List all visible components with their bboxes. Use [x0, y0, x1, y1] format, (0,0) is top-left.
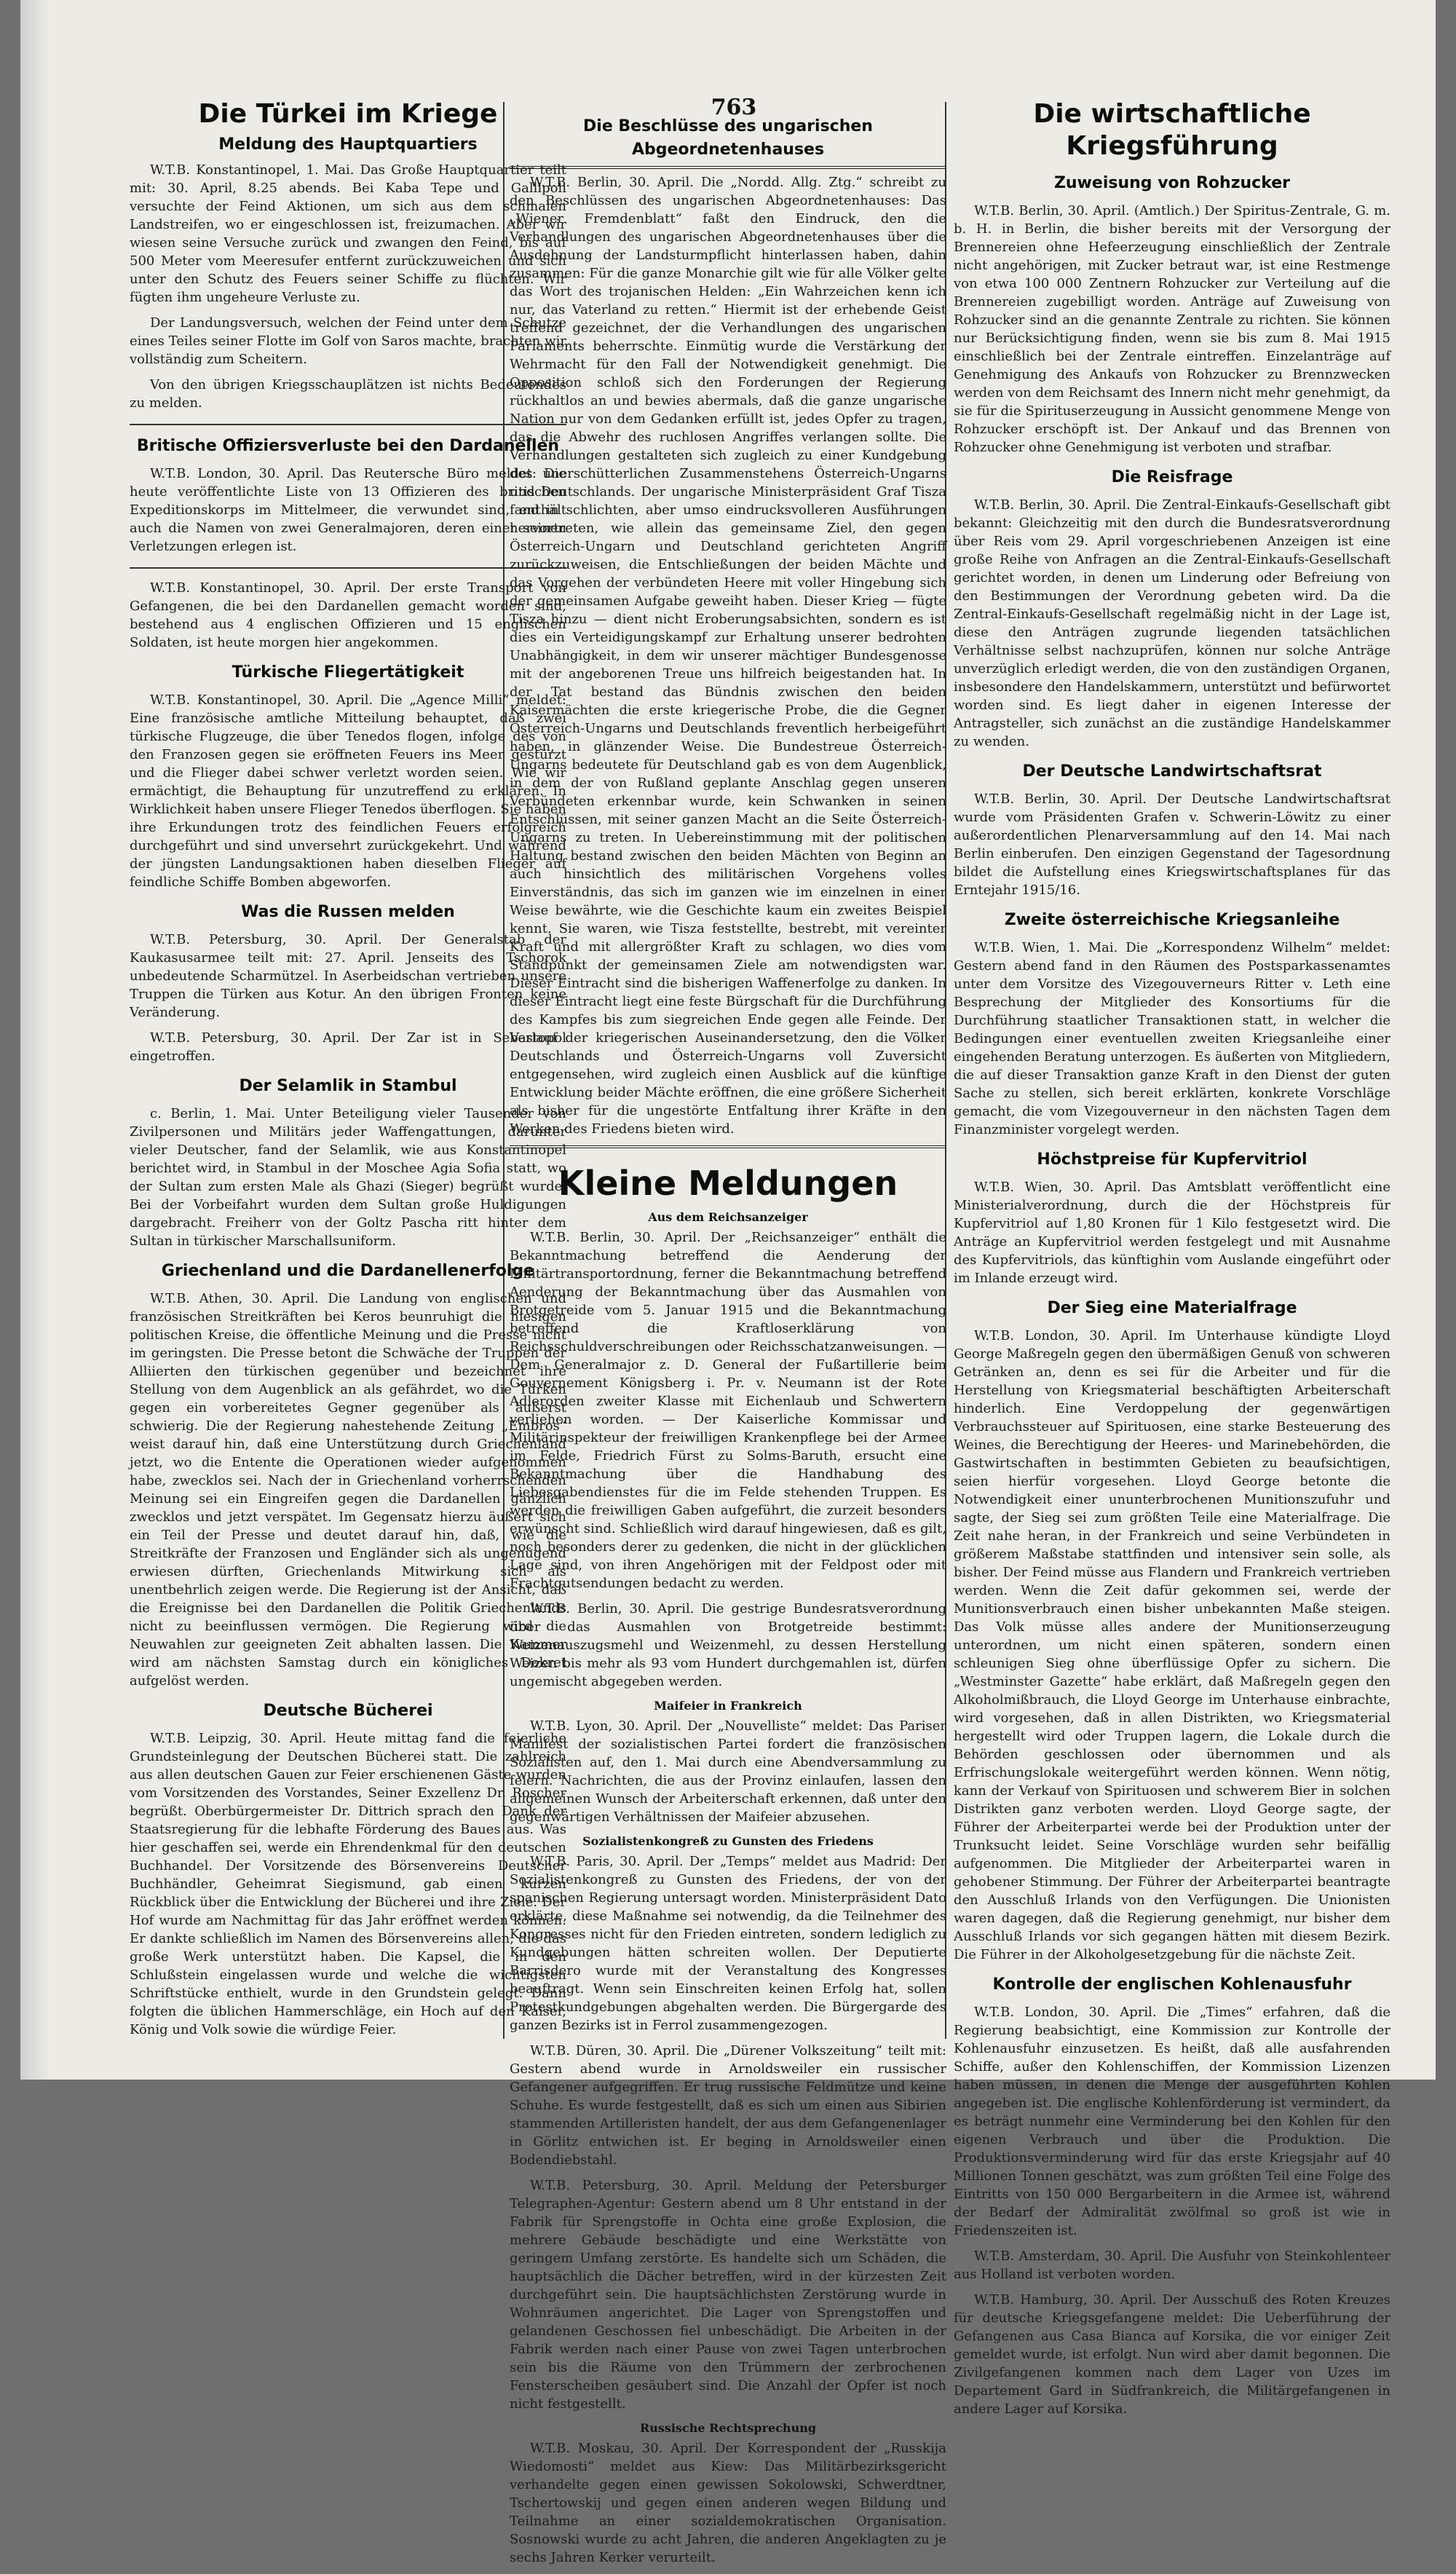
paragraph: W.T.B. London, 30. April. Im Unterhause kündigte Lloyd George Maßregeln gegen den übermäßigen Genuß von schweren Getränken an, denn es sei für die Arbeiter und für die Herstellung von Kriegsmaterial beschäftigten Arbeiterschaft hinderlich. Eine Verdoppelung der gegenwärtigen Verbrauchssteuer auf Spirituosen, eine starke Besteuerung des Weines, die Berechtigung der Heeres- und Marinebehörden, die Gastwirtschaften in bestimmten Gebieten zu beaufsichtigen, seien hierfür vorgesehen. Lloyd George betonte die Notwendigkeit einer ununterbrochenen Munitionszufuhr und sagte, der Sieg sei zum größten Teile eine Materialfrage. Die Zeit nahe heran, in der Frankreich und seine Verbündeten in größerem Maßstabe stattfinden und intensiver sein solle, als bisher. Der Feind müsse aus Flandern und Frankreich vertrieben werden. Wenn die Zeit dafür gekommen sei, werde der Munitionsverbrauch einen bisher unbekannten Maße steigen. Das Volk müsse alles andere der Munitionserzeugung unterordnen, um nicht einen späteren, sondern einen schleunigen Sieg ohne überflüssige Opfer zu sichern. Die „Westminster Gazette“ habe erklärt, daß Maßregeln gegen den Alkoholmißbrauch, die Lloyd George im Unterhause einbrachte, wird vorgesehen, daß in allen Distrikten, wo Kriegsmaterial hergestellt wird oder Truppen lagern, die Lokale durch die Behörden geschlossen oder übernommen und als Erfrischungslokale weitergeführt werden können. Wenn nötig, kann der Verkauf von Spirituosen und schwerem Bier in solchen Distrikten ganz verboten werden. Lloyd George sagte, der Führer der Arbeiterpartei werde bei der Produktion unter der Trunksucht leidet. Seine Vorschläge wurden sehr beifällig aufgenommen. Die Mitglieder der Arbeiterpartei waren in gehobener Stimmung. Der Führer der Arbeiterpartei beantragte den Ausschluß Irlands von den Verfügungen. Die Unionisten waren dagegen, daß die Regierung genehmigt, nur bisher dem Ausschluß Irlands vor sich gegangen hätten mit diesem Bezirk. Die Führer in der Alkoholgesetzgebung für die nächste Zeit.: [954, 1328, 1390, 1962]
separator: [130, 567, 566, 569]
article-title-ungarn: Die Beschlüsse des ungarischen Abgeordnetenhauses: [583, 117, 873, 159]
subheading: Maifeier in Frankreich: [654, 1699, 802, 1713]
paragraph: W.T.B. Leipzig, 30. April. Heute mittag fand die feierliche Grundsteinlegung der Deutschen Bücherei statt. Die zahlreich aus allen deutschen Gauen zur Feier erschienenen Gäste wurden vom Vorsitzenden des Vorstandes, Seiner Exzellenz Dr. Roscher begrüßt. Oberbürgermeister Dr. Dittrich sprach den Dank der Staatsregierung für die lebhafte Förderung des Baues aus. Was hier geschaffen sei, werde ein Ehrendenkmal für den deutschen Buchhandel. Der Vorsitzende des Börsenvereins Deutscher Buchhändler, Geheimrat Siegismund, gab einen kurzen Rückblick über die Entwicklung der Bücherei und ihre Ziele. Der Hof wurde am Nachmittag für das Jahr eröffnet werden können. Er dankte schließlich im Namen des Börsenvereins allen, die das große Werk unterstützt haben. Die Kapsel, die in den Schlußstein eingelassen wurde und welche die wichtigsten Schriftstücke enthielt, wurde in den Grundstein gelegt. Dann folgten die üblichen Hammerschläge, ein Hoch auf den Kaiser, König und Volk sowie die würdige Feier.: [130, 1731, 566, 2037]
paragraph: W.T.B. Lyon, 30. April. Der „Nouvelliste“ meldet: Das Pariser Manifest der sozialistischen Partei fordert die französischen Sozialisten auf, den 1. Mai durch eine Abendversammlung zu feiern. Nachrichten, die aus der Provinz einlaufen, lassen den allgemeinen Wunsch der Arbeiterschaft erkennen, daß unter den gegenwärtigen Verhältnissen der Maifeier abzusehen.: [510, 1718, 946, 1825]
section-heading: Deutsche Bücherei: [263, 1702, 433, 1720]
paragraph: W.T.B. Berlin, 30. April. Der „Reichsanzeiger“ enthält die Bekanntmachung betreffend die Aenderung der Militärtransportordnung, ferner die Bekanntmachung betreffend Aenderung der Bekanntmachung über das Ausmahlen von Brotgetreide vom 5. Januar 1915 und die Bekanntmachung betreffend die Kraftloserklärung von Reichsschuldverschreibungen oder Reichsschatzanweisungen. — Dem Generalmajor z. D. General der Fußartillerie beim Gouvernement Königsberg i. Pr. v. Neumann ist der Rote Adlerorden zweiter Klasse mit Eichenlaub und Schwertern verliehen worden. — Der Kaiserliche Kommissar und Militärinspekteur der freiwilligen Krankenpflege bei der Armee im Felde, Friedrich Fürst zu Solms-Baruth, ersucht eine Bekanntmachung über die Handhabung des Liebesgabendienstes für die im Felde stehenden Truppen. Es werden die freiwilligen Gaben aufgeführt, die zurzeit besonders erwünscht sind. Schließlich wird darauf hingewiesen, daß es gilt, noch besonders derer zu gedenken, die nicht in der glücklichen Lage sind, von ihren Angehörigen mit der Feldpost oder mit Frachtgutsendungen bedacht zu werden.: [510, 1230, 946, 1591]
subheading: Aus dem Reichsanzeiger: [648, 1210, 808, 1224]
paragraph: W.T.B. Petersburg, 30. April. Der Zar ist in Sebastopol eingetroffen.: [130, 1030, 566, 1064]
section-heading: Der Sieg eine Materialfrage: [1047, 1299, 1297, 1317]
paragraph: W.T.B. Konstantinopel, 30. April. Die „Agence Milli“ meldet: Eine französische amtliche Mitteilung behauptet, daß zwei türkische Flugzeuge, die über Tenedos flogen, infolge des von den Franzosen gegen sie eröffneten Feuers ins Meer gestürzt und die Flieger dabei schwer verletzt worden seien. Wie wir ermächtigt, die Behauptung für unzutreffend zu erklären. In Wirklichkeit haben unsere Flieger Tenedos überflogen. Sie haben ihre Erkundungen trotz des feindlichen Feuers erfolgreich durchgeführt und sind unversehrt zurückgekehrt. Und während der jüngsten Landungsaktionen haben dieselben Flieger auf feindliche Schiffe Bomben abgeworfen.: [130, 692, 566, 890]
section-heading: Der Selamlik in Stambul: [239, 1077, 457, 1095]
section-heading: Der Deutsche Landwirtschaftsrat: [1022, 762, 1322, 781]
subheading: Sozialistenkongreß zu Gunsten des Friedens: [582, 1834, 874, 1848]
paragraph: W.T.B. Berlin, 30. April. Der Deutsche Landwirtschaftsrat wurde vom Präsidenten Grafen v. Schwerin-Löwitz zu einer außerordentlichen Plenarversammlung auf den 14. Mai nach Berlin einberufen. Den einzigen Gegenstand der Tagesordnung bildet die Aufstellung eines Kriegswirtschaftsplanes für das Erntejahr 1915/16.: [954, 791, 1390, 898]
paragraph: W.T.B. Konstantinopel, 30. April. Der erste Transport von Gefangenen, die bei den Dardanellen gemacht worden sind, bestehend aus 4 englischen Offizieren und 15 englischen Soldaten, ist heute morgen hier angekommen.: [130, 580, 566, 650]
paragraph: W.T.B. London, 30. April. Die „Times“ erfahren, daß die Regierung beabsichtigt, eine Kommission zur Kontrolle der Kohlenausfuhr einzusetzen. Es heißt, daß alle ausfahrenden Schiffe, außer den Kohlenschiffen, der Kommission Lizenzen haben müssen, in denen die Menge der ausgeführten Kohlen angegeben ist. Die englische Kohlenförderung ist vermindert, da es beträgt nunmehr eine Verminderung bei den Kohlen für den eigenen Verbrauch und über die Produktion. Die Produktionsverminderung wird für das erste Kriegsjahr auf 40 Millionen Tonnen geschätzt, was zum größten Teil eine Folge des Eintritts von 150 000 Bergarbeitern in die Armee ist, während der Bedarf der Admiralität zwölfmal so groß ist wie in Friedenszeiten ist.: [954, 2005, 1390, 2238]
paragraph: Der Landungsversuch, welchen der Feind unter dem Schutze eines Teiles seiner Flotte im Golf von Saros machte, brachten wir vollständig zum Scheitern.: [130, 315, 566, 367]
paragraph: W.T.B. Hamburg, 30. April. Der Ausschuß des Roten Kreuzes für deutsche Kriegsgefangene meldet: Die Ueberführung der Gefangenen aus Casa Bianca auf Korsika, die vor einiger Zeit gemeldet wurde, ist erfolgt. Nun wird aber damit begonnen. Die Zivilgefangenen kommen nach dem Lager von Uzes im Departement Gard in Südfrankreich, die Militärgefangenen in andere Lager auf Korsika.: [954, 2292, 1390, 2417]
paragraph: W.T.B. Berlin, 30. April. Die „Nordd. Allg. Ztg.“ schreibt zu den Beschlüssen des ungarischen Abgeordnetenhauses: Das „Wiener Fremdenblatt“ faßt den Eindruck, den die Verhandlungen des ungarischen Abgeordnetenhauses über die Ausdehnung der Landsturmpflicht hinterlassen haben, dahin zusammen: Für die ganze Monarchie gilt wie für alle Völker gelte das Wort des trojanischen Helden: „Ein Wahrzeichen kenn ich nur, das Vaterland zu retten.“ Hiermit ist der erhebende Geist treffend gezeichnet, der die Verhandlungen des ungarischen Parlaments beherrschte. Einmütig wurde die Verstärkung der Wehrmacht für den Fall der Notwendigkeit genehmigt. Die Opposition schloß sich den Forderungen der Regierung rückhaltlos an und bewies abermals, daß die ganze ungarische Nation nur von dem Gedanken erfüllt ist, jedes Opfer zu tragen, das die Abwehr des ruchlosen Angriffes verlangen sollte. Die Verhandlungen gestalteten sich zugleich zu einer Kundgebung des unerschütterlichen Zusammenstehens Österreich-Ungarns und Deutschlands. Der ungarische Ministerpräsident Graf Tisza fand in schlichten, aber umso eindrucksvolleren Ausführungen hervortreten, wie allein das gemeinsame Ziel, den gegen Österreich-Ungarn und Deutschland gerichteten Angriff zurückzuweisen, die Entschließungen der beiden Mächte und das Vorgehen der verbündeten Heere mit voller Hingebung sich der gemeinsamen Aufgabe geweiht haben. Dieser Krieg — fügte Tisza hinzu — dient nicht Eroberungsabsichten, sondern es ist dies ein Verteidigungskampf zur Erhaltung unserer bedrohten Unabhängigkeit, in dem wir unserer mächtiger Bundesgenosse mit der angeborenen Treue uns hilfreich beigestanden hat. In der Tat bestand das Bündnis zwischen den beiden Kaisermächten die erste kriegerische Probe, die die Gegner Österreich-Ungarns und Deutschlands freventlich herbeigeführt haben, in glänzender Weise. Die Bundestreue Österreich-Ungarns bedeutete für Deutschland gab es von dem Augenblick, in dem der von Rußland geplante Anschlag gegen unseren Verbündeten erkennbar wurde, kein Schwanken in seinen Entschlüssen, mit seiner ganzen Macht an die Seite Österreich-Ungarns zu treten. In Uebereinstimmung mit der politischen Haltung bestand zwischen den beiden Mächten von Beginn an auch hinsichtlich des militärischen Vorgehens volles Einverständnis, das sich im ganzen wie im einzelnen in einer Weise bewährte, wie die Geschichte kaum ein zweites Beispiel kennt. Sie waren, wie Tisza feststellte, bestrebt, mit vereinter Kraft und mit allergrößter Kraft zu schlagen, wo dies vom Standpunkt der gemeinsamen Ziele am notwendigsten war. Dieser Eintracht sind die bisherigen Waffenerfolge zu danken. In dieser Eintracht liegt eine feste Bürgschaft für die Durchführung des Kampfes bis zum siegreichen Ende gegen alle Feinde. Der Verlauf der kriegerischen Auseinandersetzung, den die Völker Deutschlands und Österreich-Ungarns voll Zuversicht entgegensehen, wird zugleich einen Ausblick auf die künftige Entwicklung beider Mächte eröffnen, die eine größere Sicherheit als bisher für die ungestörte Entfaltung ihrer Kräfte in den Werken des Friedens bieten wird.: [510, 175, 946, 1137]
section-heading: Britische Offiziersverluste bei den Dardanellen: [136, 437, 560, 455]
section-heading: Türkische Fliegertätigkeit: [232, 663, 464, 682]
paragraph: W.T.B. London, 30. April. Das Reutersche Büro meldet: Die heute veröffentlichte Liste von 13 Offizieren des britischen Expeditionskorps im Mittelmeer, die verwundet sind, enthält auch die Namen von zwei Generalmajoren, deren einer seinen Verletzungen erlegen ist.: [130, 466, 566, 554]
newspaper-page: [20, 0, 1436, 2565]
separator: [130, 424, 566, 425]
section-heading: Die Reisfrage: [1111, 468, 1233, 486]
article-title-tuerkei: Die Türkei im Kriege: [198, 99, 498, 129]
column-1: [130, 98, 566, 2046]
article-title-kleine-meldungen: Kleine Meldungen: [558, 1164, 898, 1203]
paragraph: W.T.B. Konstantinopel, 1. Mai. Das Große Hauptquartier teilt mit: 30. April, 8.25 abends. Bei Kaba Tepe und Gallipoli versuchte der Feind Aktionen, um sich aus dem schmalen Landstreifen, wo er eingeschlossen ist, freizumachen. Aber wir wiesen seine Versuche zurück und zwangen den Feind, bis auf 500 Meter vom Meeresufer entfernt zurückzuweichen und sich unter den Schutz des Feuers seiner Schiffe zu flüchten. Wir fügten ihm ungeheure Verluste zu.: [130, 162, 566, 305]
paragraph: c. Berlin, 1. Mai. Unter Beteiligung vieler Tausender von Zivilpersonen und Militärs jeder Waffengattungen, darunter vieler Deutscher, fand der Selamlik, wie aus Konstantinopel berichtet wird, in Stambul in der Moschee Agia Sofia statt, wo der Sultan zum ersten Male als Ghazi (Sieger) begrüßt wurde. Bei der Vorbeifahrt wurden dem Sultan große Huldigungen dargebracht. Freiherr von der Goltz Pascha ritt hinter dem Sultan in türkischer Marschallsuniform.: [130, 1106, 566, 1249]
page-edge: [20, 0, 50, 2080]
column-3: [954, 98, 1390, 2425]
section-heading: Zuweisung von Rohzucker: [1053, 174, 1291, 192]
separator: [510, 1145, 946, 1148]
paragraph: W.T.B. Wien, 1. Mai. Die „Korrespondenz Wilhelm“ meldet: Gestern abend fand in den Räumen des Postsparkassenamtes unter dem Vorsitze des Vizegouverneurs Ritter v. Leth eine Besprechung der Mitglieder des Konsortiums für die Durchführung staatlicher Transaktionen statt, in welcher die Bedingungen einer eventuellen zweiten Kriegsanleihe einer eingehenden Beratung unterzogen. Es äußerten von Mitgliedern, die auf dieser Transaktion ganze Kraft in den Dienst der guten Sache zu stellen, sich bereit erklärten, konkrete Vorschläge gemacht, die vom Vizegouverneur in den nächsten Tagen dem Finanzminister vorgelegt werden.: [954, 940, 1390, 1137]
paragraph: W.T.B. Moskau, 30. April. Der Korrespondent der „Russkija Wiedomosti“ meldet aus Kiew: Das Militärbezirksgericht verhandelte gegen einen gewissen Sokolowski, Schwerdtner, Tschertowskij und gegen einen anderen wegen Bildung und Teilnahme an einer sozialdemokratischen Organisation. Sosnowski wurde zu acht Jahren, die anderen Angeklagten zu je sechs Jahren Kerker verurteilt.: [510, 2441, 946, 2565]
paragraph: W.T.B. Petersburg, 30. April. Meldung der Petersburger Telegraphen-Agentur: Gestern abend um 8 Uhr entstand in der Fabrik für Sprengstoffe in Ochta eine große Explosion, die mehrere Gebäude beschädigte und eine Werkstätte von geringem Umfang zerstörte. Es handelte sich um Schäden, die hauptsächlich die Dächer betreffen, wird in der kürzesten Zeit durchgeführt sein. Die hauptsächlichsten Zerstörung wurde in Wohnräumen angerichtet. Die Lager von Sprengstoffen und gelandenen Geschossen fiel unbeschädigt. Die Arbeiten in der Fabrik werden nach einer Pause von zwei Tagen unterbrochen sein bis die Räume von den Trümmern der zerbrochenen Fensterscheiben gesäubert sind. Die Anzahl der Opfer ist noch nicht festgestellt.: [510, 2178, 946, 2412]
article-title-kriegsfuehrung: Die wirtschaftliche Kriegsführung: [1033, 99, 1311, 161]
section-heading: Griechenland und die Dardanellenerfolge: [161, 1262, 535, 1280]
page-number: 763: [711, 95, 757, 120]
section-heading: Kontrolle der englischen Kohlenausfuhr: [992, 1975, 1352, 1994]
paragraph: W.T.B. Düren, 30. April. Die „Dürener Volkszeitung“ teilt mit: Gestern abend wurde in Arnoldsweiler ein russischer Gefangener aufgegriffen. Er trug russische Feldmütze und keine Schuhe. Es wurde festgestellt, daß es sich um einen aus Sibirien stammenden Artilleristen handelt, der aus dem Gefangenenlager in Görlitz entwichen ist. Er beging in Arnoldsweiler einen Bodendiebstahl.: [510, 2043, 946, 2168]
paragraph: W.T.B. Paris, 30. April. Der „Temps“ meldet aus Madrid: Der Sozialistenkongreß zu Gunsten des Friedens, der von der spanischen Regierung untersagt worden. Ministerpräsident Dato erklärte, diese Maßnahme sei notwendig, da die Teilnehmer des Kongresses nicht für den Frieden eintreten, sondern lediglich zu Kundgebungen hätten schreiten wollen. Der Deputierte Barrisdero wurde mit der Veranstaltung des Kongresses beauftragt. Wenn sein Einschreiten keinen Erfolg hat, sollen Protestkundgebungen abgehalten werden. Die Bürgergarde des ganzen Bezirks ist in Ferrol zusammengezogen.: [510, 1854, 946, 2033]
section-heading: Zweite österreichische Kriegsanleihe: [1004, 911, 1340, 929]
paragraph: W.T.B. Petersburg, 30. April. Der Generalstab der Kaukasusarmee teilt mit: 27. April. Jenseits des Tschorok unbedeutende Scharmützel. In Aserbeidschan vertrieben unsere Truppen die Türken aus Kotur. An den übrigen Fronten keine Veränderung.: [130, 932, 566, 1020]
section-heading: Höchstpreise für Kupfervitriol: [1037, 1150, 1307, 1169]
section-heading: Was die Russen melden: [241, 903, 455, 921]
paragraph: W.T.B. Wien, 30. April. Das Amtsblatt veröffentlicht eine Ministerialverordnung, durch die der Höchstpreis für Kupfervitriol auf 1,80 Kronen für 1 Kilo festgesetzt wird. Die Anträge an Kupfervitriol werden festgelegt und mit Ausnahme des Kupfervitriols, das künftighin vom Auslande eingeführt oder im Inlande erzeugt wird.: [954, 1180, 1390, 1286]
paragraph: Von den übrigen Kriegsschauplätzen ist nichts Bedeutendes zu melden.: [130, 377, 566, 411]
paragraph: W.T.B. Athen, 30. April. Die Landung von englischen und französischen Streitkräften bei Keros beunruhigt die hiesigen politischen Kreise, die öffentliche Meinung und die Presse nicht im geringsten. Die Presse betont die Schwäche der Truppen der Alliierten den türkischen gegenüber und bezeichnet ihre Stellung von dem Augenblick an als gefährdet, wo die Türken gegen ein vorbereitetes Gegner gegenüber als äußerst schwierig. Die der Regierung nahestehende Zeitung „Embros“ weist darauf hin, daß eine Unterstützung durch Griechenland jetzt, wo die Entente die Operationen wieder aufgenommen habe, zwecklos sei. Nach der in Griechenland vorherrschenden Meinung sei ein Eingreifen gegen die Dardanellen gänzlich zwecklos und jetzt verspätet. Im Gegensatz hierzu äußert sich ein Teil der Presse und deutet darauf hin, daß, wie die Streitkräfte der Franzosen und Engländer sich als ungenügend erwiesen dürften, Griechenlands Mitwirkung sich als unentbehrlich zeigen werde. Die Regierung ist der Ansicht, daß die Ereignisse bei den Dardanellen die Politik Griechenlands nicht zu beeinflussen vermögen. Die Regierung wird die Neuwahlen zur geeigneten Zeit abhalten lassen. Die Kammer wird am nächsten Samstag durch ein königliches Dekret aufgelöst werden.: [130, 1291, 566, 1689]
paragraph: W.T.B. Berlin, 30. April. Die gestrige Bundesratsverordnung über das Ausmahlen von Brotgetreide bestimmt: Weizenauszugsmehl und Weizenmehl, zu dessen Herstellung Weizen bis mehr als 93 vom Hundert durchgemahlen ist, dürfen ungemischt abgegeben werden.: [510, 1601, 946, 1689]
paragraph: W.T.B. Berlin, 30. April. (Amtlich.) Der Spiritus-Zentrale, G. m. b. H. in Berlin, die bisher bereits mit der Versorgung der Brennereien ohne Hefeerzeugung einschließlich der Zentrale nicht angehörigen, mit Zucker betraut war, ist eine Restmenge von etwa 100 000 Zentnern Rohzucker zur Verteilung auf die Brennereien zugebilligt worden. Anträge auf Zuweisung von Rohzucker sind an die genannte Zentrale zu richten. Sie können nur Berücksichtigung finden, wenn sie bis zum 8. Mai 1915 einschließlich bei der Zentrale eintreffen. Einzelanträge auf Genehmigung des Ankaufs von Rohzucker zu Brennzwecken werden von dem Reichsamt des Innern nicht mehr genehmigt, da sie für die Spirituserzeugung in Aussicht genommene Menge von Rohzucker erschöpft ist. Der Ankauf und das Brennen von Rohzucker ohne Genehmigung ist verboten und strafbar.: [954, 203, 1390, 455]
paragraph: W.T.B. Amsterdam, 30. April. Die Ausfuhr von Steinkohlenteer aus Holland ist verboten worden.: [954, 2249, 1390, 2282]
subheading: Russische Rechtsprechung: [639, 2421, 817, 2435]
article-subtitle: Meldung des Hauptquartiers: [218, 135, 478, 154]
column-2: [510, 115, 946, 2574]
paragraph: W.T.B. Berlin, 30. April. Die Zentral-Einkaufs-Gesellschaft gibt bekannt: Gleichzeitig mit den durch die Bundesratsverordnung über Reis vom 29. April vorgeschriebenen Anzeigen ist eine große Reihe von Anfragen an die Zentral-Einkaufs-Gesellschaft gerichtet worden, in denen um Linderung oder Befreiung von den Bestimmungen der Verordnung gebeten wird. Da die Zentral-Einkaufs-Gesellschaft regelmäßig nicht in der Lage ist, diese den Anträgen zugrunde liegenden tatsächlichen Verhältnisse selbst nachzuprüfen, können nur solche Anträge unverzüglich erledigt werden, die von den zuständigen Organen, insbesondere den Handelskammern, unterstützt und befürwortet worden sind. Es liegt daher in eigenen Interesse der Antragsteller, sich zunächst an die zuständige Handelskammer zu wenden.: [954, 497, 1390, 749]
separator: [510, 166, 946, 169]
